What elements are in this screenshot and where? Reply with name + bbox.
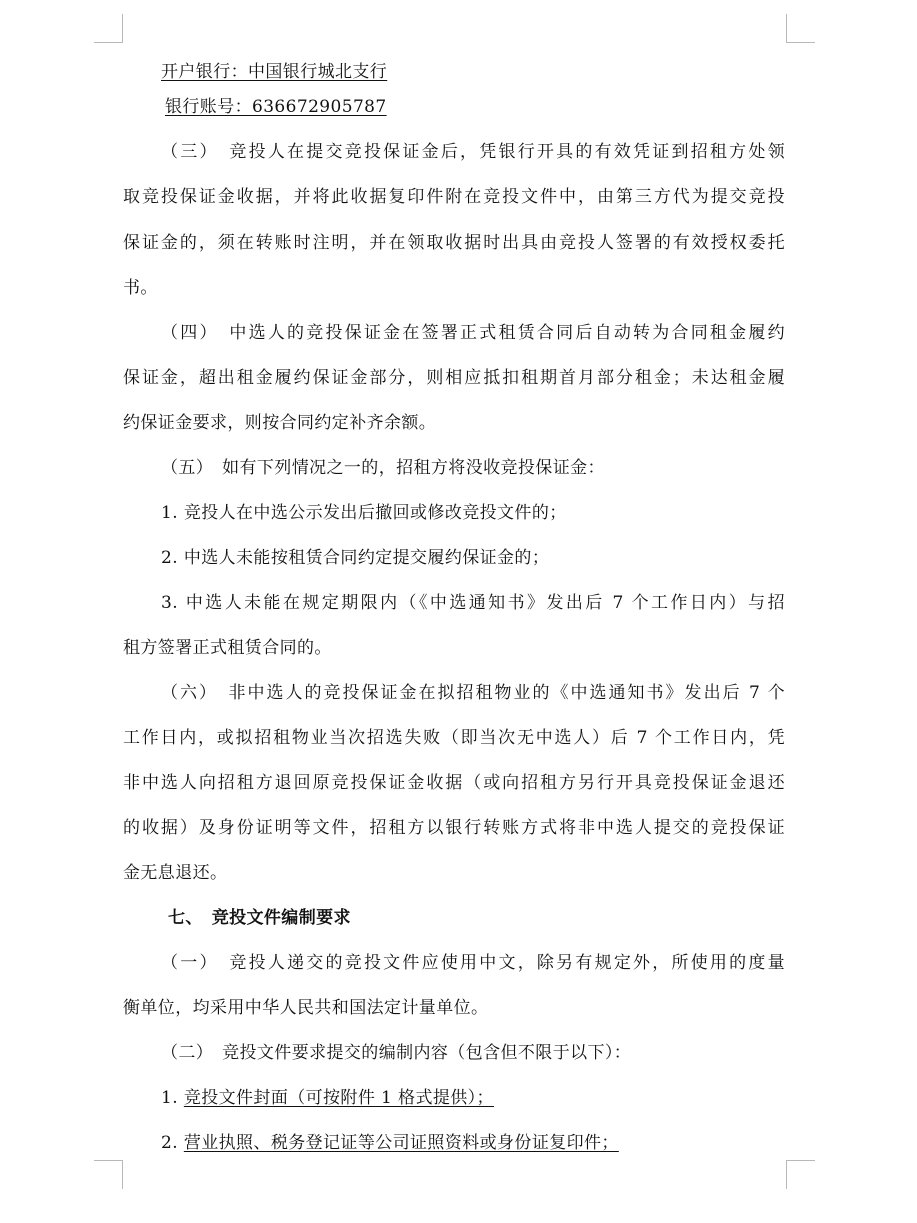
section5-intro: （五） 如有下列情况之一的，招租方将没收竞投保证金： — [161, 458, 605, 478]
part7-2-item2 — [161, 1131, 619, 1155]
section6-line4: 的收据）及身份证明等文件，招租方以银行转账方式将非中选人提交的竞投保证 — [123, 818, 785, 838]
section6-line1: （六） 非中选人的竞投保证金在拟招租物业的《中选通知书》发出后 7 个 — [161, 683, 785, 703]
section3-line4: 书。 — [123, 278, 158, 298]
section3-line1: （三） 竞投人在提交竞投保证金后，凭银行开具的有效凭证到招租方处领 — [161, 142, 785, 162]
section6-line2: 工作日内，或拟招租物业当次招选失败（即当次无中选人）后 7 个工作日内，凭 — [123, 728, 785, 748]
bank-name: 开户银行：中国银行城北支行 — [161, 62, 388, 82]
section6-line5: 金无息退还。 — [123, 863, 228, 883]
crop-mark-bottom-left — [94, 1160, 123, 1189]
section5-item2: 2. 中选人未能按租赁合同约定提交履约保证金的； — [161, 548, 550, 568]
section3-line3: 保证金的，须在转账时注明，并在领取收据时出具由竞投人签署的有效授权委托 — [123, 233, 785, 253]
crop-mark-top-left — [94, 14, 123, 43]
bank-account: 银行账号：636672905787 — [165, 97, 387, 117]
part7-2-item2-text: 营业执照、税务登记证等公司证照资料或身份证复印件； — [183, 1133, 619, 1153]
section6-line3: 非中选人向招租方退回原竞投保证金收据（或向招租方另行开具竞投保证金退还 — [123, 773, 785, 793]
crop-mark-top-right — [786, 14, 815, 43]
part7-2-item2-number: 2. — [161, 1133, 184, 1153]
crop-mark-bottom-right — [786, 1160, 815, 1189]
part7-1-line1: （一） 竞投人递交的竞投文件应使用中文，除另有规定外，所使用的度量 — [161, 953, 785, 973]
part7-1-line2: 衡单位，均采用中华人民共和国法定计量单位。 — [123, 998, 489, 1018]
section5-item3-line2: 租方签署正式租赁合同的。 — [123, 638, 332, 658]
part7-2-item1-number: 1. — [161, 1088, 184, 1108]
section4-line1: （四） 中选人的竞投保证金在签署正式租赁合同后自动转为合同租金履约 — [161, 323, 785, 343]
part7-2-item1-text: 竞投文件封面（可按附件 1 格式提供）； — [183, 1088, 494, 1108]
part7-2-item1 — [161, 1086, 494, 1110]
section4-line2: 保证金，超出租金履约保证金部分，则相应抵扣租期首月部分租金；未达租金履 — [123, 368, 785, 388]
section5-item1: 1. 竞投人在中选公示发出后撤回或修改竞投文件的； — [161, 503, 567, 523]
section4-line3: 约保证金要求，则按合同约定补齐余额。 — [123, 413, 437, 433]
part7-2-intro: （二） 竞投文件要求提交的编制内容（包含但不限于以下）： — [161, 1043, 632, 1063]
heading-section7: 七、 竞投文件编制要求 — [168, 908, 351, 928]
section5-item3-line1: 3. 中选人未能在规定期限内（《中选通知书》发出后 7 个工作日内）与招 — [161, 593, 785, 613]
section3-line2: 取竞投保证金收据，并将此收据复印件附在竞投文件中，由第三方代为提交竞投 — [123, 187, 785, 207]
